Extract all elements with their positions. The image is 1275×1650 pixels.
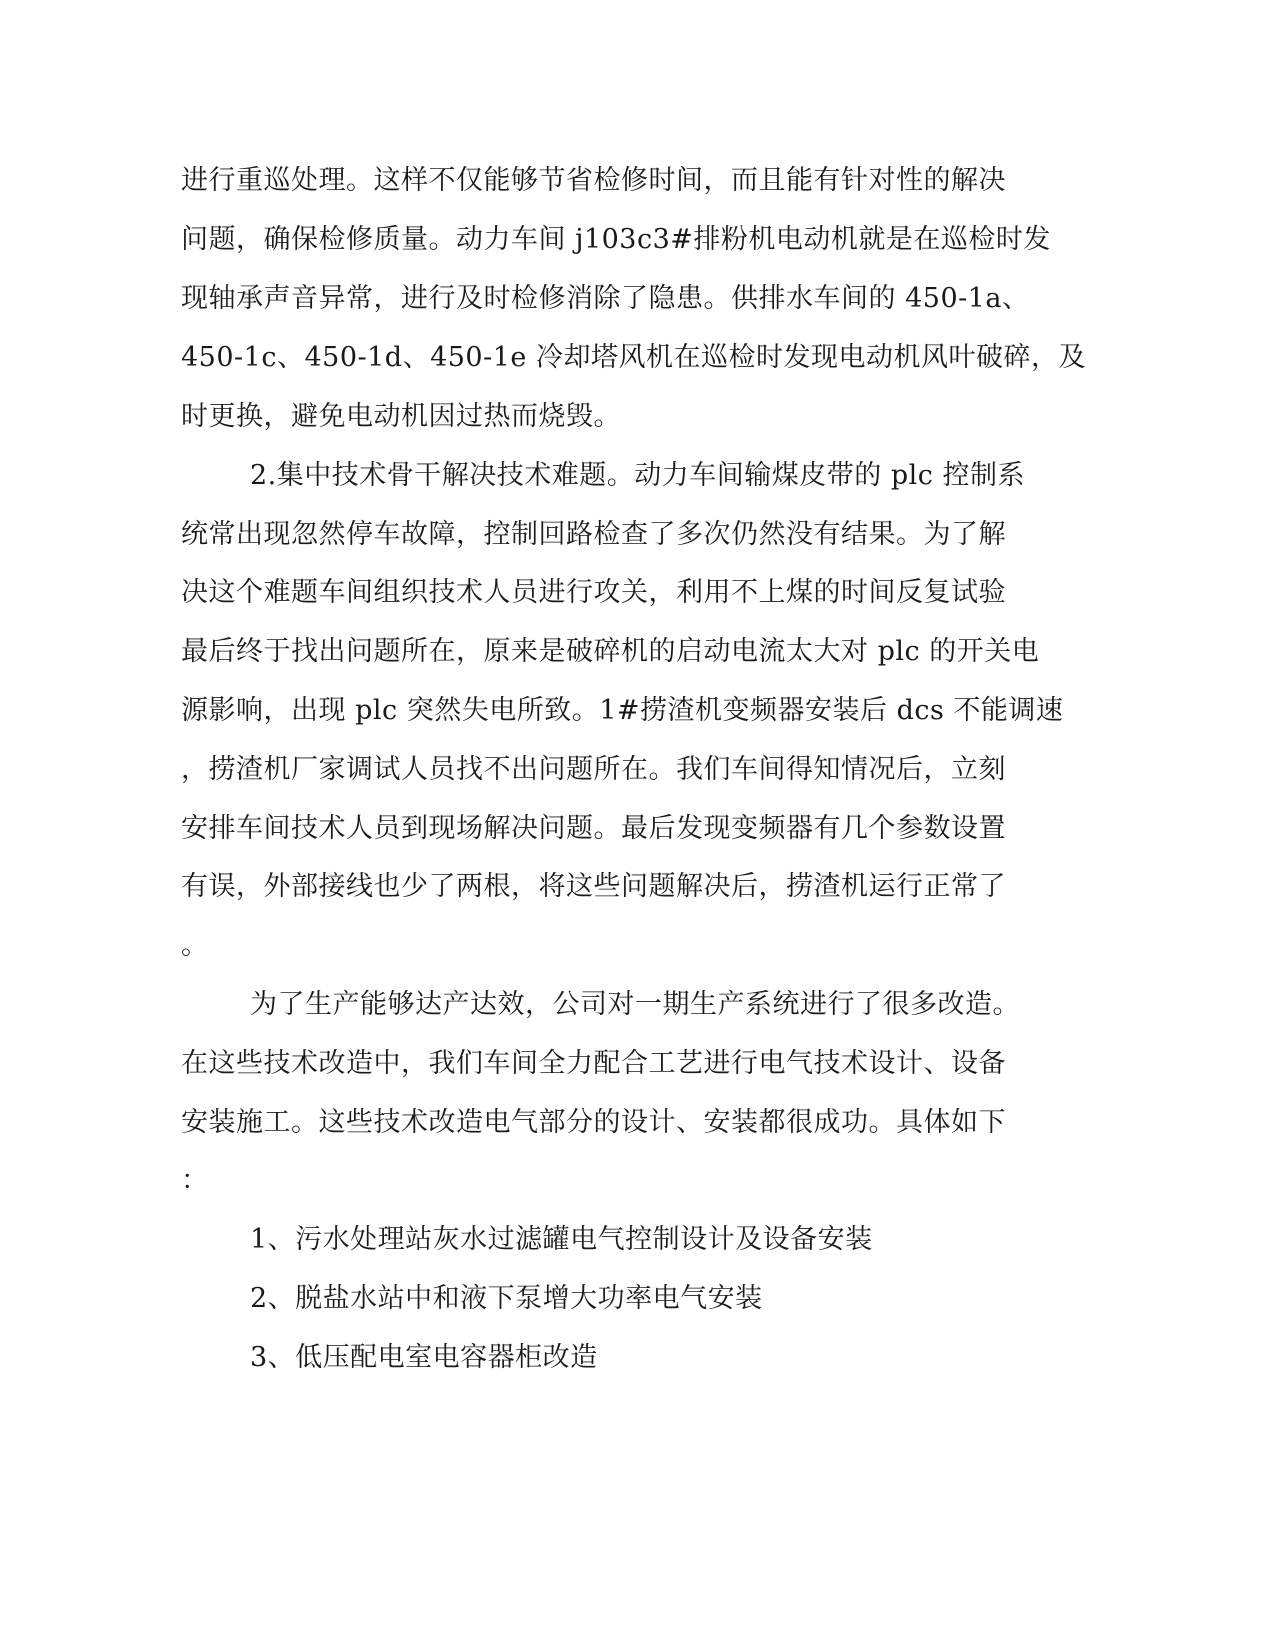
text-line: ：	[181, 1165, 209, 1196]
paragraph-start: 2.集中技术骨干解决技术难题。动力车间输煤皮带的 plc 控制系	[250, 460, 1025, 491]
text-line: ，捞渣机厂家调试人员找不出问题所在。我们车间得知情况后，立刻	[181, 754, 1006, 785]
text-line: 在这些技术改造中，我们车间全力配合工艺进行电气技术设计、设备	[181, 1048, 1006, 1079]
text-line: 时更换，避免电动机因过热而烧毁。	[181, 401, 621, 432]
text-line: 450-1c、450-1d、450-1e 冷却塔风机在巡检时发现电动机风叶破碎，及	[181, 342, 1086, 373]
list-item: 2、脱盐水站中和液下泵增大功率电气安装	[250, 1283, 763, 1314]
paragraph-start: 为了生产能够达产达效，公司对一期生产系统进行了很多改造。	[250, 989, 1020, 1020]
text-line: 现轴承声音异常，进行及时检修消除了隐患。供排水车间的 450-1a、	[181, 283, 1030, 314]
text-line: 决这个难题车间组织技术人员进行攻关，利用不上煤的时间反复试验	[181, 577, 1006, 608]
text-line: 有误，外部接线也少了两根，将这些问题解决后，捞渣机运行正常了	[181, 871, 1006, 902]
list-item: 1、污水处理站灰水过滤罐电气控制设计及设备安装	[250, 1224, 873, 1255]
text-line: 统常出现忽然停车故障，控制回路检查了多次仍然没有结果。为了解	[181, 519, 1006, 550]
text-line: 安排车间技术人员到现场解决问题。最后发现变频器有几个参数设置	[181, 813, 1006, 844]
text-line: 安装施工。这些技术改造电气部分的设计、安装都很成功。具体如下	[181, 1107, 1006, 1138]
text-line: 最后终于找出问题所在，原来是破碎机的启动电流太大对 plc 的开关电	[181, 636, 1040, 667]
list-item: 3、低压配电室电容器柜改造	[250, 1342, 598, 1373]
text-line: 进行重巡处理。这样不仅能够节省检修时间，而且能有针对性的解决	[181, 165, 1006, 196]
text-line: 问题，确保检修质量。动力车间 j103c3#排粉机电动机就是在巡检时发	[181, 224, 1051, 255]
text-line: 。	[181, 930, 209, 961]
text-line: 源影响，出现 plc 突然失电所致。1#捞渣机变频器安装后 dcs 不能调速	[181, 695, 1064, 726]
